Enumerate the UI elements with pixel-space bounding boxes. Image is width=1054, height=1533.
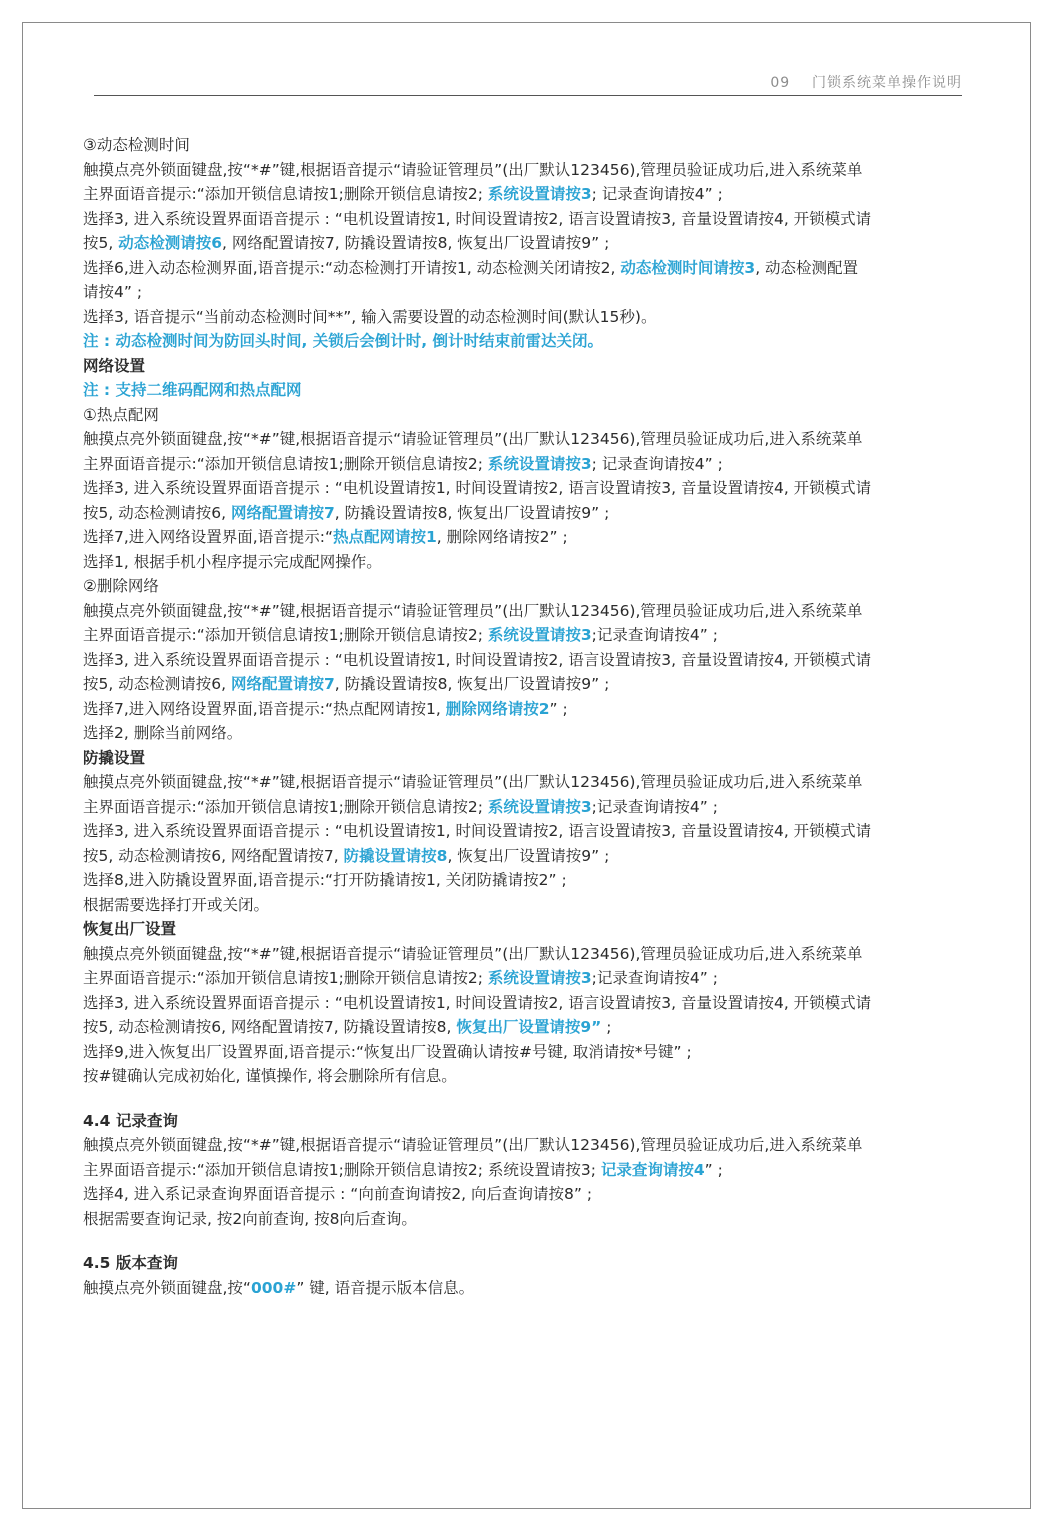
text-segment: , 动态检测配置	[755, 258, 859, 277]
text-line	[83, 525, 983, 550]
text-line	[83, 256, 983, 281]
document-title: 门锁系统菜单操作说明	[812, 75, 962, 91]
text-line	[83, 721, 983, 746]
text-segment: 主界面语音提示:“添加开锁信息请按1;删除开锁信息请按2;	[83, 626, 488, 644]
page-number: 09	[770, 75, 791, 91]
text-segment: 选择3, 进入系统设置界面语音提示 : “电机设置请按1, 时间设置请按2, 语言设置请按3, 音量设置请按4, 开锁模式请	[83, 209, 872, 228]
text-segment: ②删除网络	[83, 577, 159, 595]
text-line	[83, 819, 983, 844]
text-line	[83, 476, 983, 501]
text-segment: 选择1, 根据手机小程序提示完成配网操作。	[83, 552, 382, 571]
text-line	[83, 1133, 983, 1158]
text-segment: 触摸点亮外锁面键盘,按“*#”键,根据语音提示“请验证管理员”(出厂默认123456),管理员验证成功后,进入系统菜单	[83, 601, 863, 620]
text-line	[83, 280, 983, 305]
text-segment: 主界面语音提示:“添加开锁信息请按1;删除开锁信息请按2;	[83, 969, 488, 987]
text-segment: , 防撬设置请按8, 恢复出厂设置请按9” ;	[334, 503, 610, 522]
text-line	[83, 427, 983, 452]
highlighted-text: 系统设置请按3	[487, 454, 592, 473]
text-segment: 触摸点亮外锁面键盘,按“*#”键,根据语音提示“请验证管理员”(出厂默认123456),管理员验证成功后,进入系统菜单	[83, 430, 863, 448]
text-line	[83, 942, 983, 967]
highlighted-text: 热点配网请按1	[332, 528, 437, 546]
section-heading	[83, 1109, 983, 1134]
note-line	[83, 378, 983, 403]
text-line	[83, 1207, 983, 1232]
text-segment: 根据需要选择打开或关闭。	[83, 895, 270, 914]
section-gap	[83, 1089, 983, 1109]
text-segment: , 防撬设置请按8, 恢复出厂设置请按9” ;	[334, 675, 610, 693]
text-segment: 选择7,进入网络设置界面,语音提示:“	[83, 528, 333, 546]
text-line	[83, 599, 983, 624]
text-line	[83, 991, 983, 1016]
text-segment: 选择3, 进入系统设置界面语音提示 : “电机设置请按1, 时间设置请按2, 语言设置请按3, 音量设置请按4, 开锁模式请	[83, 822, 872, 840]
text-segment: ” ;	[549, 699, 568, 718]
text-line	[83, 648, 983, 673]
section-gap	[83, 1231, 983, 1251]
text-line	[83, 207, 983, 232]
text-segment: ” 键, 语音提示版本信息。	[296, 1278, 475, 1297]
text-segment: 按5,	[83, 234, 119, 252]
text-line	[83, 133, 983, 158]
text-segment: 主界面语音提示:“添加开锁信息请按1;删除开锁信息请按2;	[83, 185, 488, 203]
text-segment: 请按4” ;	[83, 283, 143, 301]
text-line	[83, 966, 983, 991]
text-segment: ;	[601, 1018, 612, 1036]
text-line	[83, 305, 983, 330]
text-line	[83, 893, 983, 918]
section-heading	[83, 354, 983, 379]
text-segment: 触摸点亮外锁面键盘,按“*#”键,根据语音提示“请验证管理员”(出厂默认123456),管理员验证成功后,进入系统菜单	[83, 160, 863, 179]
text-line	[83, 501, 983, 526]
text-segment: 触摸点亮外锁面键盘,按“*#”键,根据语音提示“请验证管理员”(出厂默认123456),管理员验证成功后,进入系统菜单	[83, 1136, 863, 1154]
text-segment: ; 记录查询请按4” ;	[591, 185, 723, 203]
highlighted-text: 系统设置请按3	[487, 797, 592, 816]
highlighted-text: 系统设置请按3	[487, 969, 592, 987]
highlighted-text: 动态检测请按6	[118, 234, 223, 252]
text-segment: ” ;	[704, 1160, 723, 1179]
text-segment: 恢复出厂设置	[83, 920, 177, 938]
text-segment: 按5, 动态检测请按6,	[83, 503, 231, 522]
text-segment: 选择8,进入防撬设置界面,语音提示:“打开防撬请按1, 关闭防撬请按2” ;	[83, 871, 567, 889]
highlighted-text: 系统设置请按3	[487, 185, 592, 203]
text-segment: 选择3, 进入系统设置界面语音提示 : “电机设置请按1, 时间设置请按2, 语言设置请按3, 音量设置请按4, 开锁模式请	[83, 479, 872, 497]
highlighted-text: 防撬设置请按8	[343, 846, 448, 865]
text-segment: 根据需要查询记录, 按2向前查询, 按8向后查询。	[83, 1209, 417, 1228]
highlighted-text: 网络配置请按7	[230, 675, 335, 693]
text-segment: , 删除网络请按2” ;	[436, 528, 568, 546]
section-heading	[83, 746, 983, 771]
text-line	[83, 158, 983, 183]
text-line	[83, 1276, 983, 1301]
text-segment: 按#键确认完成初始化, 谨慎操作, 将会删除所有信息。	[83, 1067, 457, 1085]
document-body	[83, 133, 983, 1300]
text-line	[83, 231, 983, 256]
highlighted-text: 注 : 动态检测时间为防回头时间, 关锁后会倒计时, 倒计时结束前雷达关闭。	[83, 332, 604, 350]
highlighted-text: 000#	[250, 1278, 297, 1297]
text-line	[83, 1064, 983, 1089]
text-line	[83, 1182, 983, 1207]
text-segment: 选择9,进入恢复出厂设置界面,语音提示:“恢复出厂设置确认请按#号键, 取消请按*号键” ;	[83, 1042, 692, 1061]
text-segment: ①热点配网	[83, 405, 159, 424]
highlighted-text: 删除网络请按2	[445, 699, 550, 718]
text-segment: 触摸点亮外锁面键盘,按“*#”键,根据语音提示“请验证管理员”(出厂默认123456),管理员验证成功后,进入系统菜单	[83, 944, 863, 963]
header-divider	[94, 95, 962, 96]
highlighted-text: 动态检测时间请按3	[620, 258, 756, 277]
text-segment: 主界面语音提示:“添加开锁信息请按1;删除开锁信息请按2; 系统设置请按3;	[83, 1160, 601, 1179]
text-line	[83, 1040, 983, 1065]
text-segment: ;记录查询请按4” ;	[591, 797, 718, 816]
text-line	[83, 770, 983, 795]
highlighted-text: 系统设置请按3	[487, 626, 592, 644]
text-segment: ; 记录查询请按4” ;	[591, 454, 723, 473]
text-segment: ③动态检测时间	[83, 136, 190, 154]
text-segment: 选择7,进入网络设置界面,语音提示:“热点配网请按1,	[83, 699, 446, 718]
highlighted-text: 注 : 支持二维码配网和热点配网	[83, 381, 302, 399]
text-line	[83, 795, 983, 820]
text-segment: ;记录查询请按4” ;	[591, 626, 718, 644]
highlighted-text: 网络配置请按7	[230, 503, 335, 522]
highlighted-text: 记录查询请按4	[600, 1160, 705, 1179]
text-line	[83, 844, 983, 869]
page-header	[770, 72, 962, 92]
text-segment: 按5, 动态检测请按6, 网络配置请按7, 防撬设置请按8,	[83, 1018, 457, 1036]
highlighted-text: 恢复出厂设置请按9”	[456, 1018, 602, 1036]
text-line	[83, 403, 983, 428]
text-segment: 选择2, 删除当前网络。	[83, 724, 243, 742]
text-segment: 触摸点亮外锁面键盘,按“*#”键,根据语音提示“请验证管理员”(出厂默认123456),管理员验证成功后,进入系统菜单	[83, 773, 863, 791]
text-segment: 选择3, 进入系统设置界面语音提示 : “电机设置请按1, 时间设置请按2, 语言设置请按3, 音量设置请按4, 开锁模式请	[83, 650, 872, 669]
note-line	[83, 329, 983, 354]
text-segment: 按5, 动态检测请按6, 网络配置请按7,	[83, 846, 344, 865]
text-line	[83, 1158, 983, 1183]
text-segment: 按5, 动态检测请按6,	[83, 675, 231, 693]
text-segment: , 恢复出厂设置请按9” ;	[447, 846, 610, 865]
text-line	[83, 672, 983, 697]
text-segment: 触摸点亮外锁面键盘,按“	[83, 1278, 251, 1297]
text-line	[83, 574, 983, 599]
section-heading	[83, 1251, 983, 1276]
text-segment: 网络设置	[83, 356, 146, 375]
text-segment: , 网络配置请按7, 防撬设置请按8, 恢复出厂设置请按9” ;	[222, 234, 610, 252]
text-line	[83, 868, 983, 893]
text-segment: ;记录查询请按4” ;	[591, 969, 718, 987]
text-segment: 4.5 版本查询	[83, 1254, 178, 1272]
text-segment: 主界面语音提示:“添加开锁信息请按1;删除开锁信息请按2;	[83, 454, 488, 473]
text-line	[83, 697, 983, 722]
text-segment: 4.4 记录查询	[83, 1111, 178, 1130]
text-segment: 选择3, 语音提示“当前动态检测时间**”, 输入需要设置的动态检测时间(默认15秒)。	[83, 307, 657, 326]
text-segment: 主界面语音提示:“添加开锁信息请按1;删除开锁信息请按2;	[83, 797, 488, 816]
text-segment: 选择3, 进入系统设置界面语音提示 : “电机设置请按1, 时间设置请按2, 语言设置请按3, 音量设置请按4, 开锁模式请	[83, 993, 872, 1012]
text-line	[83, 1015, 983, 1040]
text-segment: 防撬设置	[83, 748, 146, 767]
text-segment: 选择6,进入动态检测界面,语音提示:“动态检测打开请按1, 动态检测关闭请按2,	[83, 258, 621, 277]
text-line	[83, 550, 983, 575]
text-line	[83, 452, 983, 477]
text-segment: 选择4, 进入系记录查询界面语音提示 : “向前查询请按2, 向后查询请按8” ;	[83, 1185, 593, 1203]
text-line	[83, 182, 983, 207]
text-line	[83, 623, 983, 648]
section-heading	[83, 917, 983, 942]
